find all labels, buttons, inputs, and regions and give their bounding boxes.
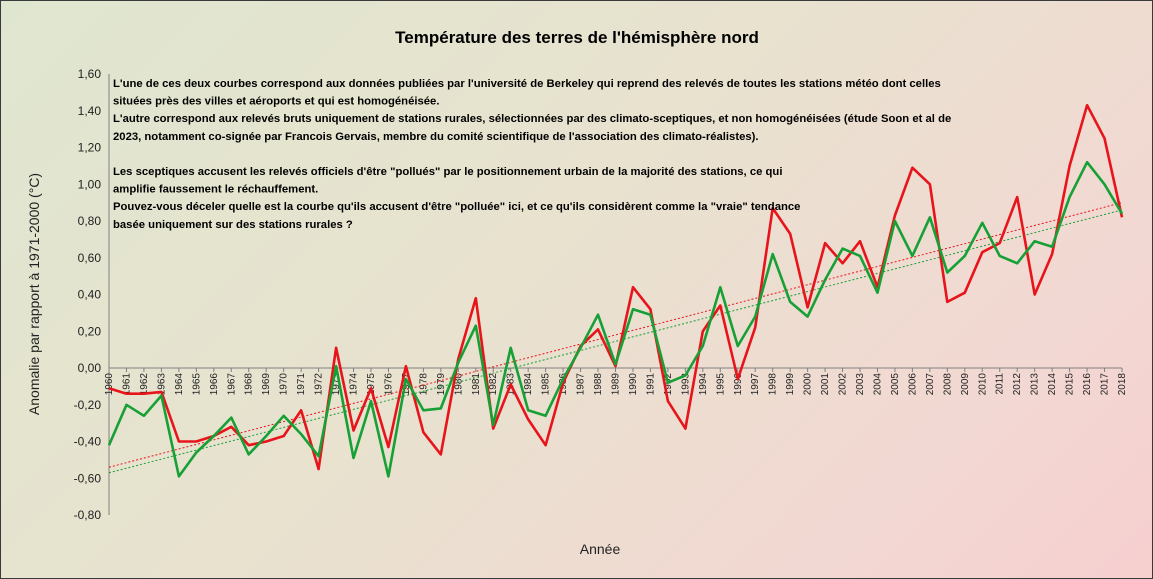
trend-line-vert <box>109 210 1122 473</box>
x-tick-label: 1977 <box>400 373 412 396</box>
x-tick-labels <box>104 373 1128 396</box>
y-tick-label: -0,60 <box>73 471 101 486</box>
x-tick-label: 1964 <box>173 373 185 396</box>
y-tick-label: 1,60 <box>77 67 101 81</box>
x-tick-label: 2004 <box>872 373 884 396</box>
x-tick-label: 1995 <box>715 373 727 396</box>
x-tick-label: 2002 <box>837 373 849 396</box>
x-tick-label: 1966 <box>208 373 220 396</box>
x-tick-label: 1975 <box>365 373 377 396</box>
x-tick-label: 1962 <box>138 373 150 396</box>
x-tick-label: 2018 <box>1117 373 1128 396</box>
x-tick-label: 1971 <box>296 373 308 396</box>
x-tick-label: 1987 <box>575 373 587 396</box>
x-tick-label: 1982 <box>488 373 500 396</box>
x-tick-label: 1973 <box>331 373 343 396</box>
y-tick-label: -0,40 <box>73 434 101 449</box>
annotation-line: Pouvez-vous déceler quelle est la courbe qu'ils accusent d'être "polluée" ici, et ce qu'ils considèrent comme la "vraie" tendance <box>113 201 801 214</box>
y-tick-label: 1,00 <box>77 177 101 192</box>
x-tick-label: 1997 <box>750 373 762 396</box>
x-tick-label: 1972 <box>313 373 325 396</box>
annotation-line: L'une de ces deux courbes correspond aux données publiées par l'université de Berkeley qui reprend des relevés de toutes les stations météo dont celles <box>113 78 941 90</box>
x-tick-label: 1974 <box>348 373 360 396</box>
x-tick-label: 1965 <box>191 373 203 396</box>
y-tick-label: 1,20 <box>77 140 101 155</box>
y-axis-label: Anomalie par rapport à 1971-2000 (°C) <box>26 172 42 416</box>
annotation-line: L'autre correspond aux relevés bruts uniquement de stations rurales, sélectionnées par des climato-sceptiques, et non homogénéisées (étude Soon et al de <box>113 113 952 126</box>
x-tick-label: 1994 <box>697 373 709 396</box>
x-tick-label: 2015 <box>1064 373 1076 396</box>
y-tick-labels <box>74 67 102 522</box>
x-axis-label: Année <box>579 541 621 557</box>
x-tick-label: 1980 <box>453 373 465 396</box>
x-tick-label: 2017 <box>1099 373 1111 396</box>
x-tick-label: 2007 <box>924 373 936 396</box>
x-tick-label: 1988 <box>593 373 605 396</box>
x-tick-label: 1976 <box>383 373 395 396</box>
y-tick-label: 0,20 <box>77 324 101 339</box>
x-tick-label: 1991 <box>645 373 657 396</box>
x-tick-label: 2008 <box>942 373 954 396</box>
x-tick-label: 1993 <box>680 373 692 396</box>
x-tick-label: 1963 <box>156 373 168 396</box>
x-tick-label: 2009 <box>959 373 971 396</box>
x-tick-label: 1979 <box>435 373 447 396</box>
x-tick-label: 1969 <box>261 373 273 396</box>
x-tick-label: 1983 <box>505 373 517 396</box>
x-tick-label: 1981 <box>470 373 482 396</box>
x-tick-label: 2005 <box>889 373 901 396</box>
x-tick-label: 1984 <box>523 373 535 396</box>
x-tick-label: 1985 <box>540 373 552 396</box>
annotation-text <box>113 78 951 231</box>
x-tick-label: 1986 <box>558 373 570 396</box>
x-tick-label: 2000 <box>802 373 814 396</box>
x-tick-label: 2006 <box>907 373 919 396</box>
annotation-line: situées près des villes et aéroports et qui est homogénéisée. <box>113 95 440 108</box>
trend-line-rouge <box>109 203 1122 468</box>
series-lines <box>109 105 1122 476</box>
x-tick-label: 2014 <box>1047 373 1059 396</box>
y-tick-label: 0,60 <box>77 250 101 265</box>
x-tick-label: 1978 <box>418 373 430 396</box>
trend-lines <box>109 203 1122 473</box>
x-tick-label: 1970 <box>278 373 290 396</box>
x-tick-label: 2010 <box>977 373 989 396</box>
x-tick-label: 1989 <box>610 373 622 396</box>
x-tick-label: 2011 <box>994 373 1006 395</box>
x-tick-label: 2013 <box>1029 373 1041 396</box>
annotation-line: amplifie faussement le réchauffement. <box>113 183 319 196</box>
y-tick-label: 1,40 <box>77 103 101 118</box>
x-tick-label: 1990 <box>627 373 639 396</box>
y-tick-label: 0,00 <box>77 361 101 375</box>
y-tick-label: -0,20 <box>73 397 101 412</box>
y-tick-label: 0,40 <box>77 287 101 302</box>
x-tick-label: 2003 <box>855 373 867 396</box>
x-tick-label: 1961 <box>121 373 133 396</box>
series-line-rouge <box>109 105 1122 469</box>
x-tick-label: 1999 <box>785 373 797 396</box>
annotation-line: basée uniquement sur des stations rurales ? <box>113 218 353 231</box>
x-tick-label: 1960 <box>104 373 115 396</box>
x-tick-label: 2012 <box>1012 373 1024 396</box>
x-tick-label: 2001 <box>820 373 832 396</box>
y-tick-label: 0,80 <box>77 214 101 228</box>
x-tick-label: 1996 <box>732 373 744 396</box>
x-tick-label: 1998 <box>767 373 779 396</box>
chart-svg <box>1 1 1152 578</box>
x-tick-label: 1968 <box>243 373 255 396</box>
y-tick-label: -0,80 <box>73 508 101 522</box>
chart-title: Température des terres de l'hémisphère nord <box>395 28 759 47</box>
annotation-line: Les sceptiques accusent les relevés officiels d'être "pollués" par le positionnement urbain de la majorité des stations, ce qui <box>113 166 783 178</box>
x-tick-label: 2016 <box>1082 373 1094 396</box>
annotation-line: 2023, notamment co-signée par Francois Gervais, membre du comité scientifique de l'association des climato-réalistes). <box>113 130 759 143</box>
x-tick-label: 1967 <box>226 373 238 396</box>
x-tick-label: 1992 <box>662 373 674 396</box>
